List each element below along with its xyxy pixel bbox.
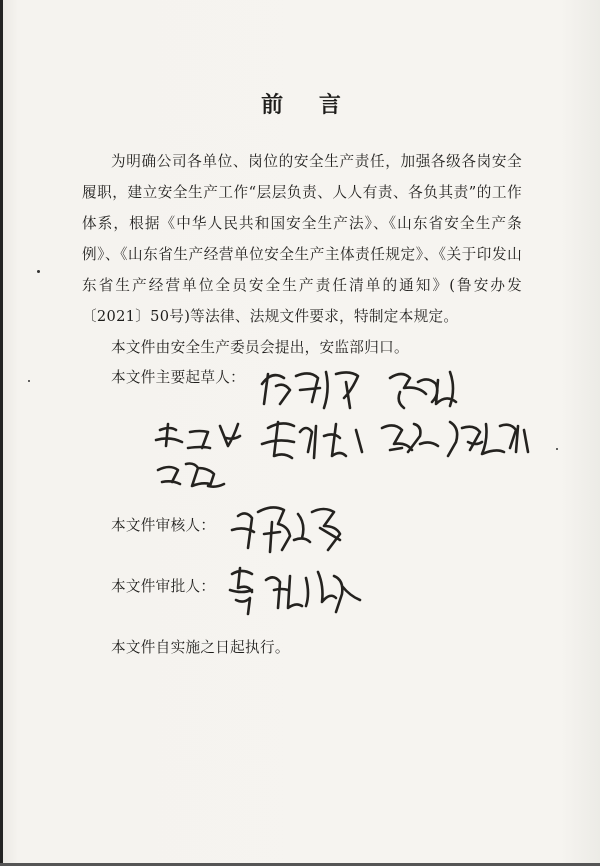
scan-edge-left: [0, 0, 3, 866]
drafters-signature: [150, 352, 550, 492]
page-title: 前 言: [261, 93, 355, 118]
effective-line: 本文件自实施之日起执行。: [111, 639, 290, 656]
reviewer-label: 本文件审核人：: [111, 517, 216, 534]
scan-speck: [556, 448, 558, 450]
scan-speck: [28, 380, 30, 382]
reviewer-signature: [228, 494, 368, 564]
preface-paragraph: 为明确公司各单位、岗位的安全生产责任，加强各级各岗安全履职，建立安全生产工作“层层负责、人人有责、各负其责”的工作体系，根据《中华人民共和国安全生产法》、《山东省安全生产条例》、《山东省生产经营单位安全生产主体责任规定》、《关于印发山东省生产经营单位全员安全生产责任清单的通知》(鲁安办发〔2021〕50号)等法律、法规文件要求，特制定本规定。: [82, 153, 522, 325]
scan-speck: [37, 270, 40, 273]
drafters-label: 本文件主要起草人：: [111, 369, 246, 386]
approver-signature: [222, 556, 372, 626]
proposer-line: 本文件由安全生产委员会提出，安监部归口。: [111, 339, 409, 356]
approver-label: 本文件审批人：: [111, 578, 216, 595]
